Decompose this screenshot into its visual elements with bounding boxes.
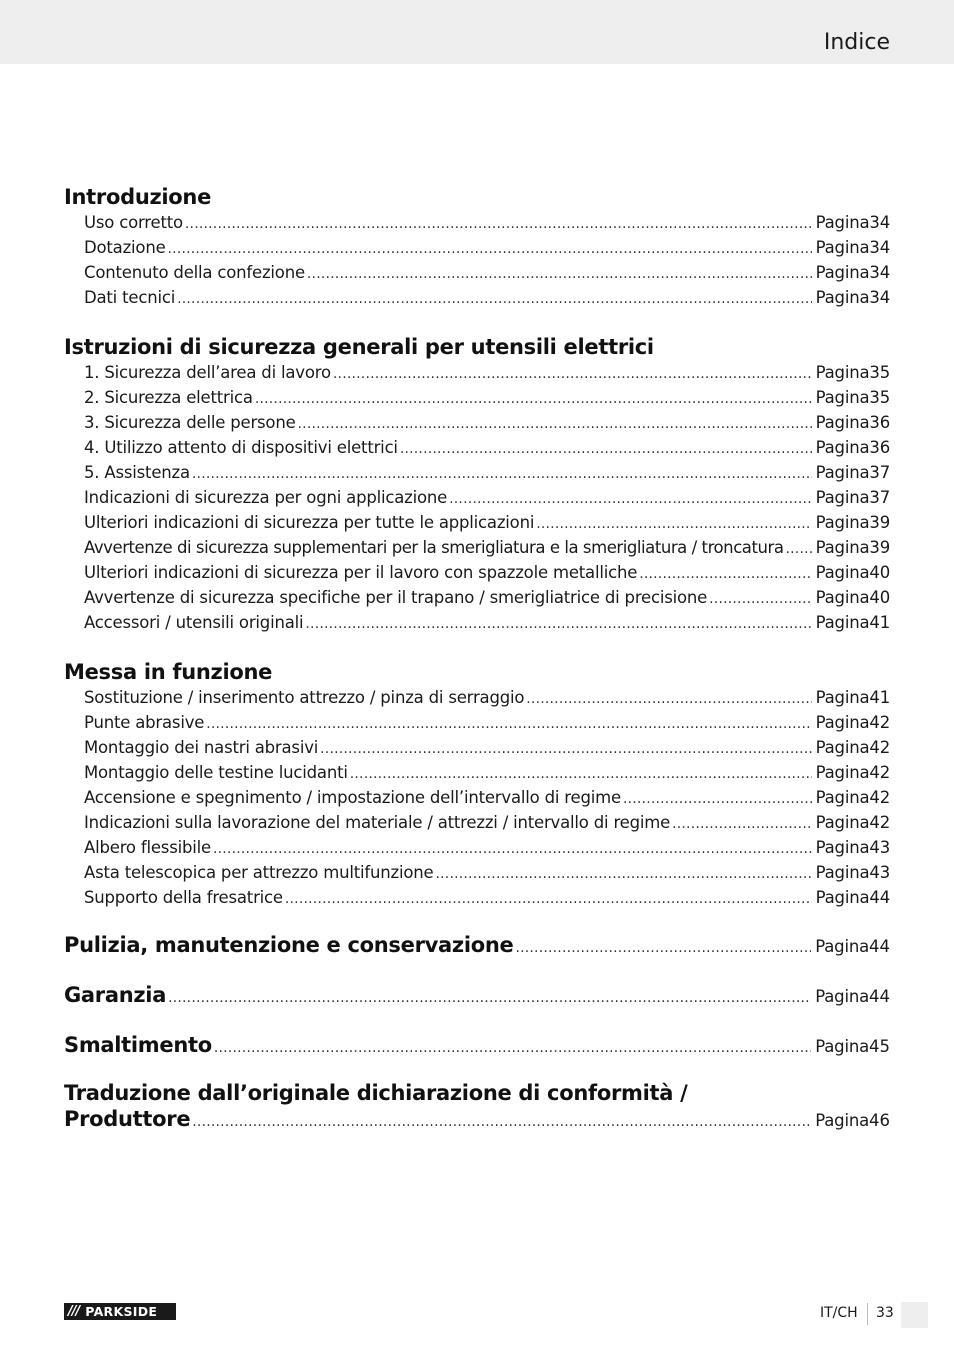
- page-number: 44: [869, 987, 890, 1006]
- page-word: Pagina: [815, 688, 870, 707]
- toc-entry[interactable]: [84, 360, 890, 385]
- page-number: 37: [869, 488, 890, 507]
- page-word: Pagina: [815, 613, 870, 632]
- toc-entry[interactable]: [84, 610, 890, 635]
- leader-dots: [333, 362, 812, 387]
- page-word: Pagina: [815, 738, 870, 757]
- toc-entry[interactable]: [84, 685, 890, 710]
- page-word: Pagina: [815, 813, 870, 832]
- page-number: 39: [869, 538, 890, 557]
- page-number: 42: [869, 763, 890, 782]
- leader-dots: [305, 612, 811, 637]
- leader-dots: [285, 887, 812, 912]
- leader-dots: [639, 562, 811, 587]
- page-number: 45: [869, 1037, 890, 1056]
- page-word: Pagina: [815, 413, 870, 432]
- toc-entry[interactable]: [84, 560, 890, 585]
- entry-label-line1: Traduzione dall’originale dichiarazione di conformità /: [64, 1081, 688, 1105]
- page-number: 34: [869, 238, 890, 257]
- page-number: 44: [869, 888, 890, 907]
- page-number: 43: [869, 863, 890, 882]
- page-number: 44: [869, 937, 890, 956]
- page-number: 42: [869, 713, 890, 732]
- toc-entry[interactable]: [84, 760, 890, 785]
- page-number: 40: [869, 563, 890, 582]
- leader-dots: [400, 437, 812, 462]
- table-of-contents: [64, 184, 890, 1132]
- page-number: 40: [869, 588, 890, 607]
- leader-dots: [526, 687, 811, 712]
- toc-entry[interactable]: [84, 385, 890, 410]
- leader-dots: [436, 862, 812, 887]
- leader-dots: [786, 537, 812, 562]
- toc-main-entry[interactable]: [64, 1030, 890, 1060]
- page-number: 42: [869, 738, 890, 757]
- page-word: Pagina: [815, 463, 870, 482]
- page-word: Pagina: [815, 213, 870, 232]
- footer-divider: [867, 1303, 868, 1325]
- leader-dots: [536, 512, 811, 537]
- page-word: Pagina: [815, 513, 870, 532]
- leader-dots: [168, 237, 812, 262]
- page-number: 46: [869, 1111, 890, 1130]
- page-word: Pagina: [815, 238, 870, 257]
- entry-label: Pulizia, manutenzione e conservazione: [64, 933, 514, 957]
- leader-dots: [515, 933, 811, 963]
- page-word: Pagina: [815, 588, 870, 607]
- section-title: Messa in funzione: [64, 660, 273, 684]
- entry-label: Avvertenze di sicurezza supplementari per la smerigliatura e la smerigliatura / troncatura: [84, 538, 784, 557]
- page-word: Pagina: [815, 538, 870, 557]
- toc-entry[interactable]: [84, 410, 890, 435]
- toc-entry[interactable]: [84, 585, 890, 610]
- parkside-logo: [64, 1303, 176, 1320]
- footer-tab-box: [901, 1302, 928, 1328]
- leader-dots: [192, 1109, 811, 1135]
- entry-label: Accessori / utensili originali: [84, 613, 304, 632]
- page-number: 34: [869, 263, 890, 282]
- toc-entry[interactable]: [84, 260, 890, 285]
- toc-entry[interactable]: [84, 885, 890, 910]
- page-number: 39: [869, 513, 890, 532]
- entry-label: Supporto della fresatrice: [84, 888, 283, 907]
- toc-entry[interactable]: [84, 860, 890, 885]
- page-number: 35: [869, 388, 890, 407]
- page-number: 37: [869, 463, 890, 482]
- leader-dots: [185, 212, 812, 237]
- toc-section-messa-in-funzione: [64, 659, 890, 910]
- leader-dots: [709, 587, 812, 612]
- page-number: 41: [869, 688, 890, 707]
- entry-label: Smaltimento: [64, 1033, 212, 1057]
- leader-dots: [672, 812, 812, 837]
- page-word: Pagina: [815, 1111, 869, 1130]
- page-word: Pagina: [815, 937, 869, 956]
- toc-entry[interactable]: [84, 485, 890, 510]
- logo-text: PARKSIDE: [85, 1304, 158, 1319]
- leader-dots: [320, 737, 811, 762]
- leader-dots: [255, 387, 812, 412]
- entry-label: Dati tecnici: [84, 288, 176, 307]
- entry-label: Ulteriori indicazioni di sicurezza per tutte le applicazioni: [84, 513, 535, 532]
- entry-label: Indicazioni sulla lavorazione del materiale / attrezzi / intervallo di regime: [84, 813, 671, 832]
- leader-dots: [192, 462, 812, 487]
- entry-label: 4. Utilizzo attento di dispositivi elettrici: [84, 438, 398, 457]
- page-word: Pagina: [815, 488, 870, 507]
- toc-entry[interactable]: [84, 785, 890, 810]
- leader-dots: [350, 762, 812, 787]
- entry-label: Ulteriori indicazioni di sicurezza per il lavoro con spazzole metalliche: [84, 563, 638, 582]
- toc-section-istruzioni-sicurezza: [64, 334, 890, 635]
- page-title: Indice: [823, 30, 890, 55]
- entry-label: 2. Sicurezza elettrica: [84, 388, 253, 407]
- entry-label: 1. Sicurezza dell’area di lavoro: [84, 363, 331, 382]
- leader-dots: [449, 487, 812, 512]
- entry-label: Indicazioni di sicurezza per ogni applicazione: [84, 488, 448, 507]
- page-number: 43: [869, 838, 890, 857]
- toc-entry[interactable]: [84, 510, 890, 535]
- header-band: [0, 0, 954, 64]
- entry-label: Albero flessibile: [84, 838, 211, 857]
- entry-label: 3. Sicurezza delle persone: [84, 413, 296, 432]
- entry-label: Montaggio dei nastri abrasivi: [84, 738, 319, 757]
- entry-label: Montaggio delle testine lucidanti: [84, 763, 348, 782]
- page-word: Pagina: [815, 363, 870, 382]
- page-word: Pagina: [815, 388, 870, 407]
- page-word: Pagina: [815, 288, 870, 307]
- page-number: 41: [869, 613, 890, 632]
- toc-main-entry[interactable]: [64, 980, 890, 1010]
- leader-dots: [206, 712, 811, 737]
- page-number: 35: [869, 363, 890, 382]
- toc-main-entry[interactable]: [64, 930, 890, 960]
- toc-entry[interactable]: [84, 835, 890, 860]
- language-code: IT/CH: [820, 1305, 858, 1321]
- section-title: Istruzioni di sicurezza generali per utensili elettrici: [64, 335, 654, 359]
- entry-label: Sostituzione / inserimento attrezzo / pinza di serraggio: [84, 688, 525, 707]
- page-word: Pagina: [815, 788, 870, 807]
- leader-dots: [623, 787, 812, 812]
- toc-main-entry-conformity[interactable]: [64, 1080, 890, 1132]
- toc-entry[interactable]: [84, 810, 890, 835]
- entry-label: 5. Assistenza: [84, 463, 190, 482]
- entry-label: Punte abrasive: [84, 713, 205, 732]
- page-word: Pagina: [815, 438, 870, 457]
- page-word: Pagina: [815, 1037, 869, 1056]
- page-word: Pagina: [815, 838, 870, 857]
- entry-label: Uso corretto: [84, 213, 183, 232]
- leader-dots: [307, 262, 812, 287]
- toc-entry[interactable]: [84, 535, 890, 560]
- entry-label-line2: Produttore: [64, 1107, 191, 1131]
- section-title: Introduzione: [64, 185, 212, 209]
- leader-dots: [213, 837, 812, 862]
- toc-entry[interactable]: [84, 210, 890, 235]
- page-number: 34: [869, 288, 890, 307]
- page-word: Pagina: [815, 713, 870, 732]
- page-number-footer: 33: [876, 1305, 894, 1321]
- toc-entry[interactable]: [84, 710, 890, 735]
- entry-label: Accensione e spegnimento / impostazione dell’intervallo di regime: [84, 788, 621, 807]
- leader-dots: [298, 412, 812, 437]
- toc-entry[interactable]: [84, 735, 890, 760]
- toc-entry[interactable]: [84, 235, 890, 260]
- page-number: 34: [869, 213, 890, 232]
- entry-label: Asta telescopica per attrezzo multifunzione: [84, 863, 434, 882]
- page-number: 36: [869, 413, 890, 432]
- page-number: 42: [869, 813, 890, 832]
- entry-label: Garanzia: [64, 983, 167, 1007]
- entry-label: Contenuto della confezione: [84, 263, 305, 282]
- page-word: Pagina: [815, 888, 870, 907]
- toc-entry[interactable]: [84, 460, 890, 485]
- page-number: 36: [869, 438, 890, 457]
- entry-label: Dotazione: [84, 238, 166, 257]
- leader-dots: [177, 287, 812, 312]
- leader-dots: [168, 983, 811, 1013]
- toc-entry[interactable]: [84, 285, 890, 310]
- entry-label: Avvertenze di sicurezza specifiche per il trapano / smerigliatrice di precisione: [84, 588, 708, 607]
- logo-slashes: ///: [68, 1304, 80, 1319]
- page-word: Pagina: [815, 863, 870, 882]
- leader-dots: [214, 1033, 811, 1063]
- page-word: Pagina: [815, 563, 870, 582]
- page-word: Pagina: [815, 987, 869, 1006]
- page-word: Pagina: [815, 263, 870, 282]
- toc-entry[interactable]: [84, 435, 890, 460]
- toc-section-introduzione: [64, 184, 890, 310]
- page-number: 42: [869, 788, 890, 807]
- page-word: Pagina: [815, 763, 870, 782]
